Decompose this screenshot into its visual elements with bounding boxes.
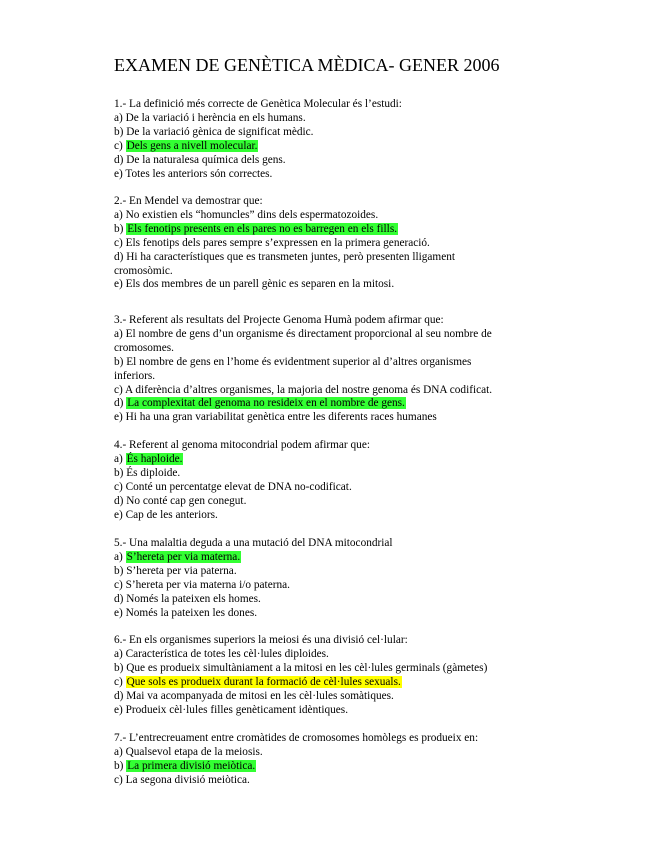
answer-option [114,397,634,411]
answer-option [114,384,634,398]
question-text: 3.- Referent als resultats del Projecte Genoma Humà podem afirmar que: [114,314,444,326]
option-text: Totes les anteriors són correctes. [125,167,273,180]
answer-option [114,704,634,718]
option-letter: c) [114,236,126,249]
option-text: Hi ha una gran variabilitat genètica entre les diferents races humanes [125,411,437,424]
option-letter: b) [114,564,127,577]
option-text: A diferència d’altres organismes, la majoria del nostre genoma és DNA codificat. [124,383,493,396]
answer-option [114,168,634,182]
answer-option [114,112,634,126]
answer-option [114,509,634,523]
question-text: 7.- L’entrecreuament entre cromàtides de cromosomes homòlegs es produeix en: [114,732,479,744]
answer-option [114,126,634,140]
option-text: inferiors. [114,369,156,382]
option-text: El nombre de gens d’un organisme és directament proporcional al seu nombre de [125,327,492,340]
answer-option [114,690,634,704]
option-letter: e) [114,167,126,180]
option-text: De la variació gènica de significat mèdic. [126,125,314,138]
option-text: De la naturalesa química dels gens. [126,153,286,166]
answer-option [114,579,634,593]
answer-option [114,237,634,251]
option-text: cromosomes. [114,341,174,354]
option-text: S’hereta per via paterna. [126,564,237,577]
option-text: Mai va acompanyada de mitosi en les cèl·lules somàtiques. [126,689,394,702]
answer-option [114,251,634,265]
option-letter: d) [114,397,127,410]
answer-option [114,140,634,154]
option-text: Cap de les anteriors. [125,508,218,521]
question-block [114,634,634,717]
option-letter: a) [114,452,126,465]
answer-option [114,648,634,662]
option-letter: c) [114,578,126,591]
question-block [114,439,634,522]
option-letter: a) [114,745,126,758]
option-letter: e) [114,606,126,619]
option-text: Només la pateixen els homes. [126,592,261,605]
answer-option [114,467,634,481]
option-text: No conté cap gen conegut. [126,494,247,507]
answer-option [114,607,634,621]
option-letter: e) [114,411,126,424]
question-block [114,732,634,788]
answer-option [114,342,634,356]
option-text: Els dos membres de un parell gènic es separen en la mitosi. [125,278,395,291]
answer-option [114,209,634,223]
option-text: És diploide. [126,466,181,479]
question-text: 5.- Una malaltia deguda a una mutació del DNA mitocondrial [114,537,393,549]
answer-option [114,774,634,788]
option-letter: d) [114,689,127,702]
option-text: Hi ha característiques que es transmeten juntes, però presenten lligament [126,250,455,263]
answer-option [114,495,634,509]
option-text: De la variació i herència en els humans. [125,111,306,124]
option-letter: d) [114,153,127,166]
highlighted-answer: És haploide. [126,452,183,465]
question-block [114,314,634,425]
answer-option [114,746,634,760]
option-letter: a) [114,111,126,124]
option-letter: c) [114,139,126,152]
option-letter: c) [114,773,126,786]
option-letter: b) [114,125,127,138]
option-letter: e) [114,703,126,716]
option-letter: a) [114,550,126,563]
answer-option [114,453,634,467]
question-text: 6.- En els organismes superiors la meiosi és una divisió cel·lular: [114,634,408,646]
answer-option [114,356,634,370]
option-text: Conté un percentatge elevat de DNA no-codificat. [125,480,352,493]
option-letter: d) [114,592,127,605]
answer-option [114,154,634,168]
option-letter: b) [114,466,127,479]
option-letter: c) [114,383,125,396]
option-text: La segona divisió meiòtica. [125,773,250,786]
option-text: cromosòmic. [114,264,173,277]
answer-option [114,593,634,607]
option-letter: a) [114,208,126,221]
answer-option [114,481,634,495]
option-letter: b) [114,222,127,235]
answer-option [114,662,634,676]
option-letter: e) [114,508,126,521]
option-text: Qualsevol etapa de la meiosis. [125,745,263,758]
answer-option [114,278,634,292]
answer-option [114,760,634,774]
option-text: Produeix cèl·lules filles genèticament idèntiques. [125,703,349,716]
answer-option [114,676,634,690]
highlighted-answer: S’hereta per via materna. [126,550,241,563]
option-letter: d) [114,494,127,507]
option-text: S’hereta per via materna i/o paterna. [125,578,290,591]
option-text: El nombre de gens en l’home és evidentment superior al d’altres organismes [126,355,472,368]
option-text: Que es produeix simultàniament a la mitosi en les cèl·lules germinals (gàmetes) [126,661,488,674]
option-letter: b) [114,355,127,368]
option-letter: a) [114,327,126,340]
option-letter: b) [114,759,127,772]
highlighted-answer: Els fenotips presents en els pares no es barregen en els fills. [127,222,398,235]
highlighted-answer: Que sols es produeix durant la formació de cèl·lules sexuals. [126,675,401,688]
option-letter: c) [114,480,126,493]
page-title: EXAMEN DE GENÈTICA MÈDICA- GENER 2006 [114,55,500,75]
answer-option [114,223,634,237]
highlighted-answer: La primera divisió meiòtica. [127,759,256,772]
question-block [114,537,634,620]
option-letter: e) [114,278,126,291]
option-letter: a) [114,647,126,660]
option-letter: d) [114,250,127,263]
question-text: 4.- Referent al genoma mitocondrial podem afirmar que: [114,439,370,451]
answer-option [114,370,634,384]
option-text: Només la pateixen les dones. [125,606,258,619]
question-block [114,195,634,292]
option-letter: c) [114,675,126,688]
option-text: Els fenotips dels pares sempre s’expressen en la primera generació. [125,236,430,249]
option-text: Característica de totes les cèl·lules diploides. [125,647,329,660]
answer-option [114,328,634,342]
answer-option [114,565,634,579]
option-letter: b) [114,661,127,674]
answer-option [114,551,634,565]
highlighted-answer: La complexitat del genoma no resideix en el nombre de gens. [127,397,405,410]
question-block [114,98,634,181]
highlighted-answer: Dels gens a nivell molecular. [126,139,258,152]
answer-option [114,265,634,279]
answer-option [114,411,634,425]
question-text: 2.- En Mendel va demostrar que: [114,195,263,207]
question-text: 1.- La definició més correcte de Genètica Molecular és l’estudi: [114,98,402,110]
option-text: No existien els “homuncles” dins dels espermatozoides. [125,208,379,221]
